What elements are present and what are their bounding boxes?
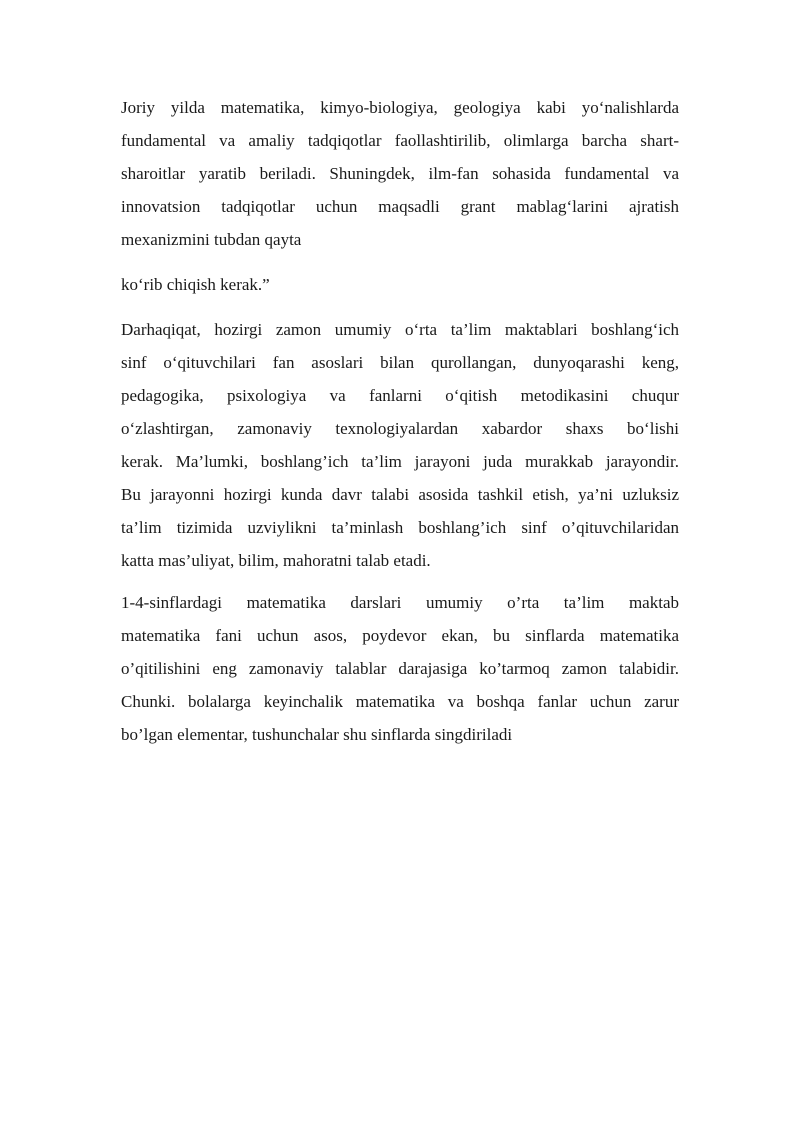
- paragraph-line: sharoitlar yaratib beriladi. Shuningdek, ilm-fan sohasida fundamental va: [121, 164, 679, 183]
- paragraph-line: matematika fani uchun asos, poydevor ekan, bu sinflarda matematika: [121, 626, 679, 645]
- paragraph-line: Joriy yilda matematika, kimyo-biologiya, geologiya kabi yo‘nalishlarda: [121, 98, 679, 117]
- paragraph-line: pedagogika, psixologiya va fanlarni o‘qitish metodikasini chuqur: [121, 386, 679, 405]
- paragraph-line: o‘zlashtirgan, zamonaviy texnologiyalardan xabardor shaxs bo‘lishi: [121, 419, 679, 438]
- paragraph-2: [121, 268, 679, 301]
- paragraph-line: kerak. Ma’lumki, boshlang’ich ta’lim jarayoni juda murakkab jarayondir.: [121, 452, 679, 471]
- paragraph-line: fundamental va amaliy tadqiqotlar faollashtirilib, olimlarga barcha shart-: [121, 131, 679, 150]
- paragraph-line: Bu jarayonni hozirgi kunda davr talabi asosida tashkil etish, ya’ni uzluksiz: [121, 485, 679, 504]
- paragraph-line: Chunki. bolalarga keyinchalik matematika va boshqa fanlar uchun zarur: [121, 692, 679, 711]
- paragraph-4: [121, 586, 679, 751]
- paragraph-1: [121, 91, 679, 256]
- paragraph-line: sinf o‘qituvchilari fan asoslari bilan qurollangan, dunyoqarashi keng,: [121, 353, 679, 372]
- paragraph-line: bo’lgan elementar, tushunchalar shu sinflarda singdiriladi: [121, 725, 513, 744]
- paragraph-line: katta mas’uliyat, bilim, mahoratni talab etadi.: [121, 551, 431, 570]
- paragraph-line: innovatsion tadqiqotlar uchun maqsadli grant mablag‘larini ajratish: [121, 197, 679, 216]
- paragraph-line: ko‘rib chiqish kerak.”: [121, 275, 270, 294]
- paragraph-line: 1-4-sinflardagi matematika darslari umumiy o’rta ta’lim maktab: [121, 593, 679, 612]
- paragraph-line: mexanizmini tubdan qayta: [121, 230, 302, 249]
- paragraph-line: ta’lim tizimida uzviylikni ta’minlash boshlang’ich sinf o’qituvchilaridan: [121, 518, 679, 537]
- paragraph-line: Darhaqiqat, hozirgi zamon umumiy o‘rta ta’lim maktablari boshlang‘ich: [121, 320, 679, 339]
- paragraph-3: [121, 313, 679, 577]
- paragraph-line: o’qitilishini eng zamonaviy talablar darajasiga ko’tarmoq zamon talabidir.: [121, 659, 679, 678]
